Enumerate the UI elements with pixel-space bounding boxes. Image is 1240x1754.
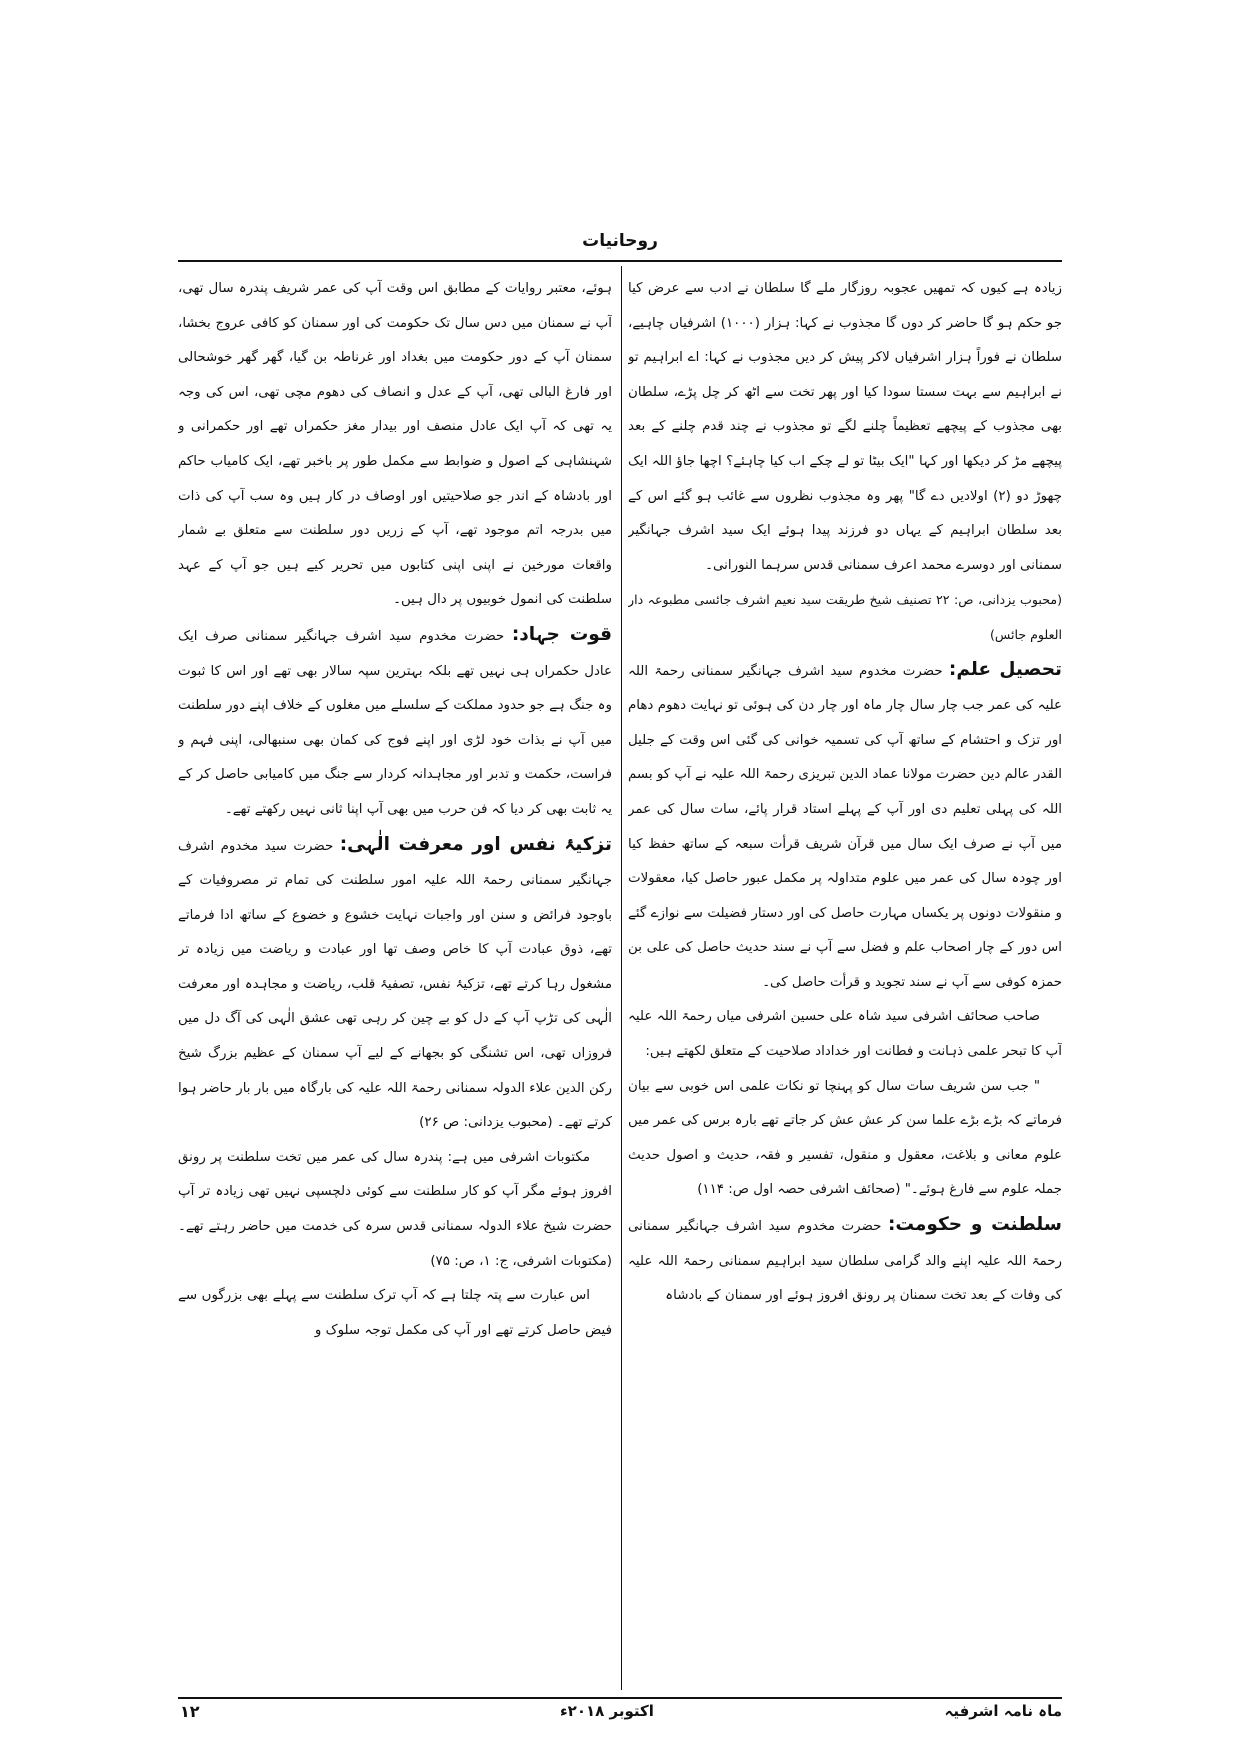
header-rule	[178, 260, 1062, 262]
running-title: روحانیات	[582, 231, 658, 251]
paragraph: ہوئے، معتبر روایات کے مطابق اس وقت آپ کی عمر شریف پندرہ سال تھی، آپ نے سمنان میں دس سال تک حکومت کی اور سمنان کو کافی عروج بخشا، سمنان آپ کے دور حکومت میں بغداد اور غرناطہ بن گیا، گھر گھر خوشحالی اور فارغ البالی تھی، آپ کے عدل و انصاف کی دھوم مچی تھی، اس کی وجہ یہ تھی کہ آپ ایک عادل منصف اور بیدار مغز حکمراں تھے اور حکمرانی و شہنشاہی کے اصول و ضوابط سے مکمل طور پر باخبر تھے، ایک کامیاب حاکم اور بادشاہ کے اندر جو صلاحیتیں اور اوصاف در کار ہیں وہ سب آپ کی ذات میں بدرجہ اتم موجود تھے، آپ کے زریں دور سلطنت سے متعلق بے شمار واقعات مورخین نے اپنی اپنی کتابوں میں تحریر کیے ہیں جو آپ کے عہد سلطنت کی انمول خوبیوں پر دال ہیں۔	[178, 281, 612, 608]
section	[628, 1208, 1062, 1314]
section	[628, 653, 1062, 1001]
paragraph: حضرت مخدوم سید اشرف جہانگیر سمنانی رحمۃ اللہ علیہ اپنے والد گرامی سلطان سید ابراہیم سمنانی رحمۃ اللہ علیہ کی وفات کے بعد تخت سمنان پر رونق افروز ہوئے اور سمنان کے بادشاہ	[628, 1219, 1062, 1304]
citation: (محبوب یزدانی، ص: ۲۲ تصنیف شیخ طریقت سید نعیم اشرف جائسی مطبوعہ دار العلوم جائس)	[628, 592, 1062, 642]
section-heading: تزکیۂ نفس اور معرفت الٰہی:	[339, 833, 612, 855]
paragraph: حضرت مخدوم سید اشرف جہانگیر سمنانی صرف ایک عادل حکمراں ہی نہیں تھے بلکہ بہترین سپہ سالار بھی تھے اور اس کا ثبوت وہ جنگ ہے جو حدود مملکت کے سلسلے میں مغلوں کے خلاف اپنے دور سلطنت میں آپ نے بذات خود لڑی اور اپنے فوج کی کمان بھی سنبھالی، اپنی فہم و فراست، حکمت و تدبر اور مجاہدانہ کردار سے جنگ میں کامیابی حاصل کر کے یہ ثابت بھی کر دیا کہ فن حرب میں بھی آپ اپنا ثانی نہیں رکھتے تھے۔	[178, 628, 612, 817]
left-column	[178, 272, 612, 1688]
section-heading: قوت جہاد:	[511, 623, 612, 645]
footer-rule	[178, 1697, 1062, 1699]
section	[178, 828, 612, 1141]
paragraph: مکتوبات اشرفی میں ہے: پندرہ سال کی عمر میں تخت سلطنت پر رونق افروز ہوئے مگر آپ کو کار سلطنت سے کوئی دلچسپی نہیں تھی زیادہ تر آپ حضرت شیخ علاء الدولہ سمنانی قدس سرہ کی خدمت میں حاضر رہتے تھے۔ (مکتوبات اشرفی، ج: ۱، ص: ۷۵)	[178, 1149, 612, 1269]
column-divider	[621, 266, 622, 1690]
quotation: " جب سن شریف سات سال کو پہنچا تو نکات علمی اس خوبی سے بیان فرماتے کہ بڑے بڑے علما سن کر عش عش کر جاتے تھے بارہ برس کی عمر میں علوم معانی و بلاغت، معقول و منقول، تفسیر و فقہ، حدیث و اصول حدیث جملہ علوم سے فارغ ہوئے۔" (صحائف اشرفی حصہ اول ص: ۱۱۴)	[628, 1078, 1062, 1198]
section-heading: سلطنت و حکومت:	[888, 1214, 1062, 1236]
section-heading: تحصیل علم:	[948, 658, 1062, 680]
paragraph: اس عبارت سے پتہ چلتا ہے کہ آپ ترک سلطنت سے پہلے بھی بزرگوں سے فیض حاصل کرتے تھے اور آپ کی مکمل توجہ سلوک و	[178, 1288, 612, 1338]
section	[178, 618, 612, 828]
magazine-name: ماہ نامہ اشرفیہ	[944, 1702, 1062, 1720]
paragraph: صاحب صحائف اشرفی سید شاہ علی حسین اشرفی میاں رحمۃ اللہ علیہ آپ کا تبحر علمی ذہانت و فطانت اور خداداد صلاحیت کے متعلق لکھتے ہیں:	[628, 1009, 1062, 1060]
paragraph: زیادہ ہے کیوں کہ تمھیں عجوبہ روزگار ملے گا سلطان نے ادب سے عرض کیا جو حکم ہو گا حاضر کر دوں گا مجذوب نے کہا: ہزار (۱۰۰۰) اشرفیاں چاہیے، سلطان نے فوراً ہزار اشرفیاں لاکر پیش کر دیں مجذوب نے کہا: اے ابراہیم تو نے ابراہیم سے بہت سستا سودا کیا اور پھر تخت سے اٹھ کر چل پڑے، سلطان بھی مجذوب کے پیچھے تعظیماً چلنے لگے تو مجذوب نے چند قدم چلنے کے بعد پیچھے مڑ کر دیکھا اور کہا "ایک بیٹا تو لے چکے اب کیا چاہئے؟ اچھا جاؤ اللہ ایک چھوڑ دو (۲) اولادیں دے گا" پھر وہ مجذوب نظروں سے غائب ہو گئے اس کے بعد سلطان ابراہیم کے یہاں دو فرزند پیدا ہوئے ایک سید اشرف جہانگیر سمنانی اور دوسرے محمد اعرف سمنانی قدس سرہما النورانی۔	[628, 281, 1062, 573]
paragraph: حضرت مخدوم سید اشرف جہانگیر سمنانی رحمۃ اللہ علیہ کی عمر جب چار سال چار ماہ اور چار دن کی ہوئی تو نہایت دھوم دھام اور تزک و احتشام کے ساتھ آپ کی تسمیہ خوانی کی گئی اس وقت کے جلیل القدر عالم دین حضرت مولانا عماد الدین تبریزی رحمۃ اللہ علیہ نے آپ کو بسم اللہ کی پہلی تعلیم دی اور آپ کے پہلے استاد قرار پائے، سات سال کی عمر میں آپ نے صرف ایک سال میں قرآن شریف قرأت سبعہ کے ساتھ حفظ کیا اور چودہ سال کی عمر میں علوم متداولہ پر مکمل عبور حاصل کیا، معقولات و منقولات دونوں پر یکساں مہارت حاصل کی اور دستار فضیلت سے نوازے گئے اس دور کے چار اصحاب علم و فضل سے آپ نے سند حدیث حاصل کی علی بن حمزہ کوفی سے آپ نے سند تجوید و قرأت حاصل کی۔	[628, 663, 1062, 990]
right-column	[628, 272, 1062, 1688]
paragraph: حضرت سید مخدوم اشرف جہانگیر سمنانی رحمۃ اللہ علیہ امور سلطنت کی تمام تر مصروفیات کے باوجود فرائض و سنن اور واجبات نہایت خشوع و خضوع کے ساتھ ادا فرماتے تھے، ذوق عبادت آپ کا خاص وصف تھا اور عبادت و ریاضت میں زیادہ تر مشغول رہا کرتے تھے، تزکیۂ نفس، تصفیۂ قلب، ریاضت و مجاہدہ اور معرفت الٰہی کی تڑپ آپ کے دل کو بے چین کر رہی تھی عشق الٰہی کی آگ دل میں فروزاں تھی، اس تشنگی کو بجھانے کے لیے آپ سمنان کے عظیم بزرگ شیخ رکن الدین علاء الدولہ سمنانی رحمۃ اللہ علیہ کی بارگاہ میں بار بار حاضر ہوا کرتے تھے۔ (محبوب یزدانی: ص ۲۶)	[178, 838, 612, 1131]
issue-date: اکتوبر ۲۰۱۸ء	[560, 1702, 654, 1720]
page-number: ۱۲	[180, 1702, 200, 1721]
